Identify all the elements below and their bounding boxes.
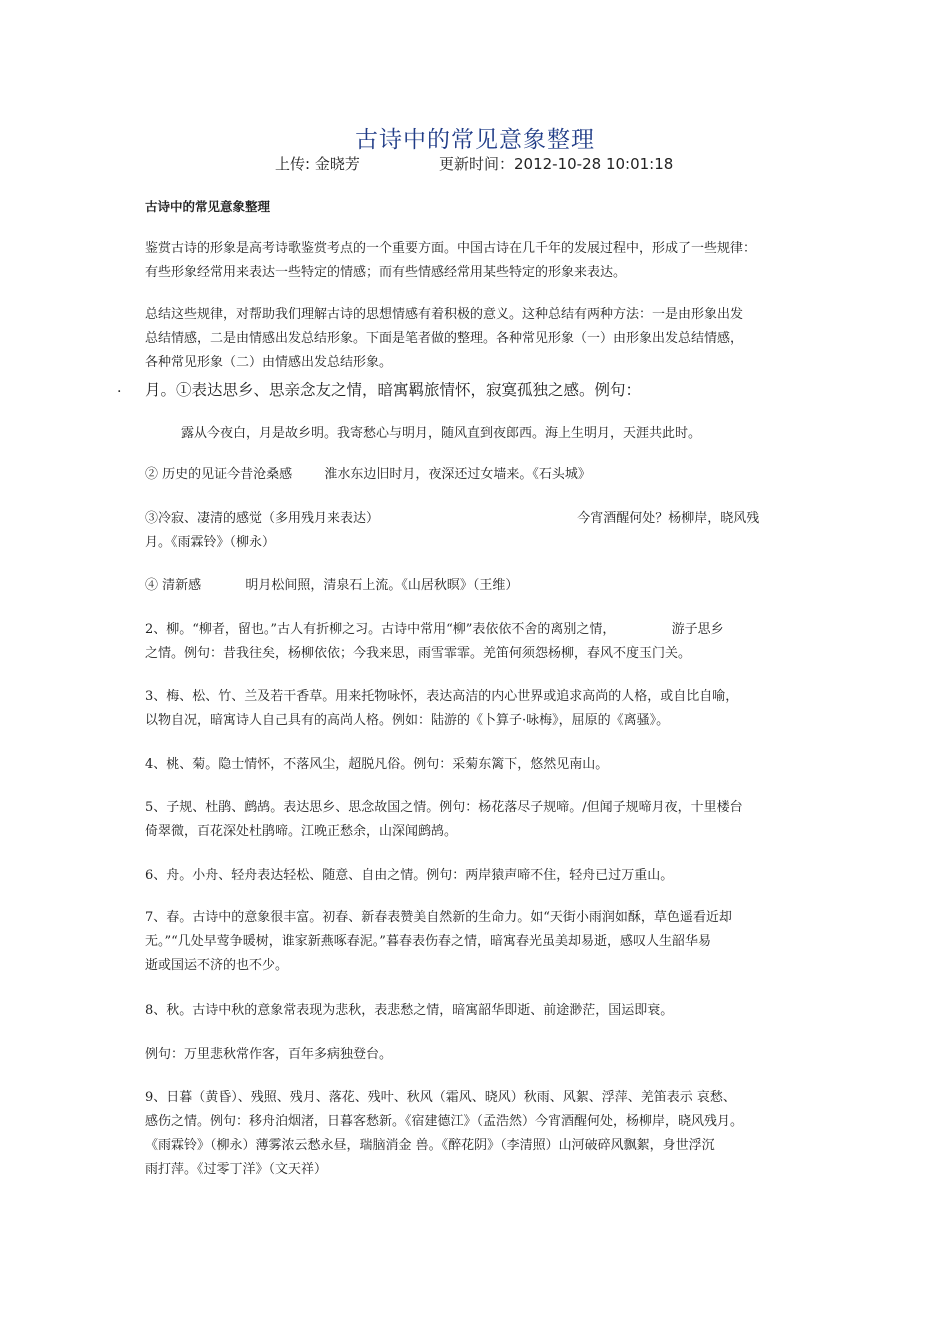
text-line: 《雨霖铃》（柳永）薄雾浓云愁永昼，瑞脑消金 兽。《醉花阴》（李清照）山河破碎风飘絮，身世浮沉 (145, 1138, 715, 1153)
text-line: 雨打萍。《过零丁洋》（文天祥） (145, 1162, 328, 1177)
autumn-paragraph: 8、秋。古诗中秋的意象常表现为悲秋，表悲愁之情，暗寓韶华即逝、前途渺茫，国运即衰。 (145, 1003, 674, 1018)
boat-paragraph: 6、舟。小舟、轻舟表达轻松、随意、自由之情。例句：两岸猿声啼不住，轻舟已过万重山。 (145, 868, 674, 883)
text-line: 总结情感，二是由情感出发总结形象。下面是笔者做的整理。各种常见形象（一）由形象出发总结情感， (145, 331, 744, 346)
text-line: 无。”“几处早莺争暖树，谁家新燕啄春泥。”暮春表伤春之情，暗寓春光虽美却易逝，感叹人生韶华易 (145, 934, 711, 949)
peach-paragraph: 4、桃、菊。隐士情怀，不落风尘，超脱凡俗。例句：采菊东篱下，悠然见南山。 (145, 757, 609, 772)
text-line: 倚翠微，百花深处杜鹃啼。江晚正愁余，山深闻鹧鸪。 (145, 824, 458, 839)
text-line: 感伤之情。例句：移舟泊烟渚，日暮客愁新。《宿建德江》（孟浩然）今宵酒醒何处，杨柳岸，晓风残月。 (145, 1114, 744, 1129)
bird-paragraph (145, 796, 810, 844)
moon-heading: 月。①表达思乡、思亲念友之情，暗寓羁旅情怀，寂寞孤独之感。例句： (145, 381, 642, 399)
list-bullet: . (117, 380, 122, 396)
moon-example: 露从今夜白，月是故乡明。我寄愁心与明月，随风直到夜郎西。海上生明月，天涯共此时。 (181, 426, 702, 441)
text-line: 5、子规、杜鹃、鹧鸪。表达思乡、思念故国之情。例句：杨花落尽子规啼。/但闻子规啼月夜，十里楼台 (145, 800, 743, 815)
text-line (145, 618, 810, 642)
updated-time: 更新时间：2012-10-28 10:01:18 (439, 155, 674, 173)
item-example: 明月松间照，清泉石上流。《山居秋暝》（王维） (245, 578, 519, 593)
uploader-label: 上传: 金晓芳 (275, 155, 360, 173)
section-heading: 古诗中的常见意象整理 (145, 199, 271, 214)
dusk-paragraph (145, 1086, 810, 1182)
moon-item-3 (145, 507, 810, 555)
intro-paragraph-2 (145, 303, 810, 375)
text-line (145, 507, 810, 531)
moon-item-4 (145, 574, 810, 598)
item-example: 今宵酒醒何处？杨柳岸，晓风残 (577, 511, 760, 526)
text-line: 月。《雨霖铃》（柳永） (145, 535, 276, 550)
item-label: ④ 清新感 (145, 578, 202, 593)
text-line: 有些形象经常用来表达一些特定的情感；而有些情感经常用某些特定的形象来表达。 (145, 265, 627, 280)
text-line: 各种常见形象（二）由情感出发总结形象。 (145, 355, 393, 370)
text-line: 之情。例句：昔我往矣，杨柳依依；今我来思，雨雪霏霏。羌笛何须怨杨柳，春风不度玉门关。 (145, 646, 692, 661)
text-segment: 2、柳。“柳者，留也。”古人有折柳之习。古诗中常用“柳”表依依不舍的离别之情， (145, 622, 616, 637)
intro-paragraph-1 (145, 237, 810, 285)
item-example: 淮水东边旧时月，夜深还过女墙来。《石头城》 (324, 467, 591, 482)
item-label: ③冷寂、凄清的感觉（多用残月来表达） (145, 511, 380, 526)
text-segment: 游子思乡 (671, 622, 724, 637)
item-label: ② 历史的见证今昔沧桑感 (145, 467, 293, 482)
willow-paragraph (145, 618, 810, 666)
moon-item-2 (145, 463, 810, 487)
page-title: 古诗中的常见意象整理 (355, 127, 595, 153)
spring-paragraph (145, 906, 810, 978)
text-line: 9、日暮（黄昏）、残照、残月、落花、残叶、秋风（霜风、晓风）秋雨、风絮、浮萍、羌笛表示 哀愁、 (145, 1090, 736, 1105)
text-line: 3、梅、松、竹、兰及若干香草。用来托物咏怀，表达高洁的内心世界或追求高尚的人格，或自比自喻， (145, 689, 739, 704)
autumn-example: 例句：万里悲秋常作客，百年多病独登台。 (145, 1047, 393, 1062)
text-line: 7、春。古诗中的意象很丰富。初春、新春表赞美自然新的生命力。如“天街小雨润如酥，草色遥看近却 (145, 910, 732, 925)
text-line: 总结这些规律，对帮助我们理解古诗的思想情感有着积极的意义。这种总结有两种方法：一是由形象出发 (145, 307, 744, 322)
text-line: 以物自况，暗寓诗人自己具有的高尚人格。例如：陆游的《卜算子·咏梅》，屈原的《离骚》。 (145, 713, 670, 728)
plum-paragraph (145, 685, 810, 733)
text-line: 鉴赏古诗的形象是高考诗歌鉴赏考点的一个重要方面。中国古诗在几千年的发展过程中，形成了一些规律： (145, 241, 757, 256)
text-line: 逝或国运不济的也不少。 (145, 958, 289, 973)
